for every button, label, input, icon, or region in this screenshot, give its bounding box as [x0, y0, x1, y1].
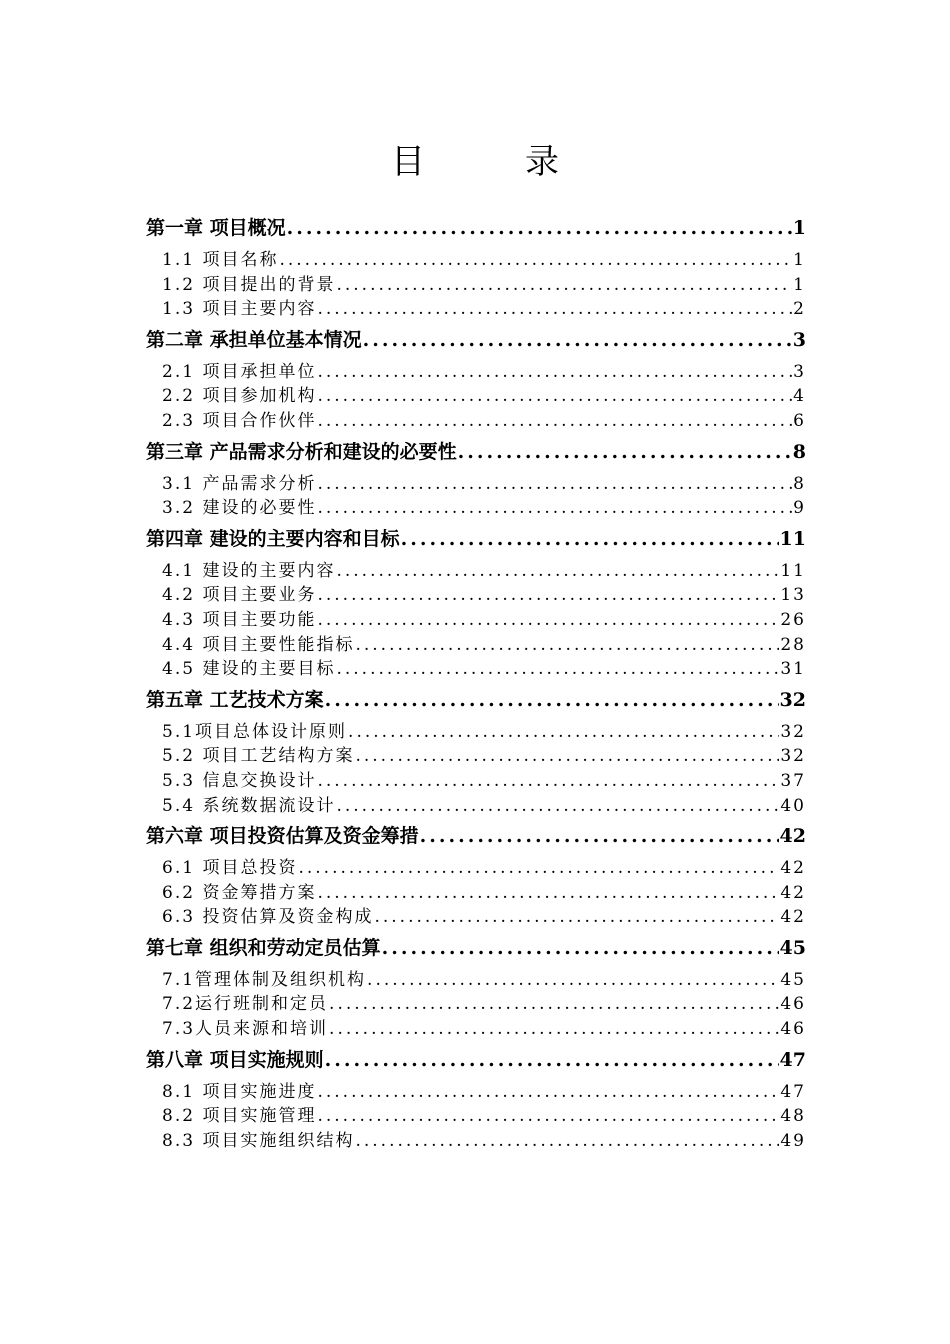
toc-section-entry[interactable] [146, 968, 806, 993]
toc-section-entry[interactable] [146, 1080, 806, 1105]
toc-chapter-title: 第七章 组织和劳动定员估算 [146, 936, 381, 959]
toc-section-title: 3.1 产品需求分析 [162, 473, 317, 494]
toc-section-title: 2.1 项目承担单位 [162, 361, 317, 382]
toc-page-number: 3 [793, 361, 806, 382]
toc-dot-leader [336, 273, 792, 298]
toc-section-title: 3.2 建设的必要性 [162, 498, 317, 519]
toc-section-entry[interactable] [146, 769, 806, 794]
toc-section-title: 5.1项目总体设计原则 [162, 721, 348, 742]
toc-section-title: 1.3 项目主要内容 [162, 299, 317, 320]
toc-page-number: 40 [780, 795, 806, 816]
toc-section-entry[interactable] [146, 905, 806, 930]
toc-section-entry[interactable] [146, 248, 806, 273]
toc-chapter-title: 第二章 承担单位基本情况 [146, 328, 362, 351]
toc-page-number: 32 [780, 721, 806, 742]
toc-section-entry[interactable] [146, 992, 806, 1017]
toc-section-entry[interactable] [146, 360, 806, 385]
toc-chapter-entry[interactable] [146, 324, 806, 356]
toc-section-title: 6.2 资金筹措方案 [162, 882, 317, 903]
toc-dot-leader [420, 820, 779, 852]
toc-dot-leader [355, 1129, 779, 1154]
toc-page-number: 45 [779, 936, 806, 959]
toc-page-number: 45 [780, 969, 806, 990]
toc-chapter-title: 第八章 项目实施规则 [146, 1048, 324, 1071]
toc-page-number: 8 [792, 440, 806, 463]
toc-dot-leader [336, 794, 779, 819]
toc-page-number: 1 [793, 250, 806, 270]
toc-section-title: 5.3 信息交换设计 [162, 770, 317, 791]
toc-dot-leader [279, 248, 792, 273]
toc-section-title: 7.1管理体制及组织机构 [162, 969, 367, 990]
toc-chapter-title: 第三章 产品需求分析和建设的必要性 [146, 440, 457, 463]
table-of-contents [146, 210, 806, 1153]
toc-section-title: 8.1 项目实施进度 [162, 1081, 317, 1102]
toc-chapter-title: 第一章 项目概况 [146, 217, 286, 239]
toc-dot-leader [317, 384, 792, 409]
toc-section-entry[interactable] [146, 583, 806, 608]
toc-chapter-entry[interactable] [146, 820, 806, 852]
toc-page-number: 32 [780, 746, 806, 767]
toc-page-number: 32 [779, 688, 806, 711]
toc-section-entry[interactable] [146, 559, 806, 584]
toc-dot-leader [336, 559, 779, 584]
toc-section-entry[interactable] [146, 297, 806, 322]
toc-section-title: 1.1 项目名称 [162, 250, 279, 270]
toc-dot-leader [382, 932, 779, 964]
toc-section-title: 8.3 项目实施组织结构 [162, 1130, 355, 1151]
toc-chapter-entry[interactable] [146, 684, 806, 716]
toc-section-entry[interactable] [146, 608, 806, 633]
toc-page-number: 6 [793, 410, 806, 431]
toc-section-title: 5.4 系统数据流设计 [162, 795, 336, 816]
toc-dot-leader [374, 905, 779, 930]
toc-page-number: 42 [780, 907, 806, 928]
toc-section-title: 5.2 项目工艺结构方案 [162, 746, 355, 767]
toc-dot-leader [317, 608, 779, 633]
toc-page-number: 8 [793, 473, 806, 494]
toc-page-number: 47 [779, 1048, 806, 1071]
toc-chapter-title: 第四章 建设的主要内容和目标 [146, 527, 400, 550]
toc-dot-leader [325, 1044, 779, 1076]
toc-page-number: 31 [780, 659, 806, 680]
toc-section-entry[interactable] [146, 409, 806, 434]
toc-chapter-entry[interactable] [146, 436, 806, 468]
toc-dot-leader [317, 360, 792, 385]
toc-section-title: 4.3 项目主要功能 [162, 609, 317, 630]
toc-section-entry[interactable] [146, 744, 806, 769]
toc-section-entry[interactable] [146, 1104, 806, 1129]
toc-dot-leader [298, 856, 779, 881]
toc-page-number: 11 [779, 527, 806, 550]
toc-section-title: 1.2 项目提出的背景 [162, 274, 336, 295]
toc-chapter-entry[interactable] [146, 932, 806, 964]
toc-section-entry[interactable] [146, 472, 806, 497]
toc-dot-leader [325, 684, 779, 716]
toc-dot-leader [363, 324, 792, 356]
toc-dot-leader [317, 1104, 779, 1129]
toc-section-entry[interactable] [146, 1129, 806, 1154]
toc-chapter-entry[interactable] [146, 212, 806, 244]
toc-chapter-entry[interactable] [146, 523, 806, 555]
toc-page-number: 26 [780, 609, 806, 630]
toc-page-number: 1 [793, 274, 806, 295]
toc-page-number: 2 [793, 299, 806, 320]
toc-dot-leader [329, 1017, 779, 1042]
toc-dot-leader [317, 472, 792, 497]
toc-section-title: 4.1 建设的主要内容 [162, 560, 336, 581]
toc-page-number: 3 [792, 328, 806, 351]
toc-dot-leader [458, 436, 792, 468]
toc-dot-leader [336, 657, 779, 682]
toc-dot-leader [317, 769, 779, 794]
toc-chapter-entry[interactable] [146, 1044, 806, 1076]
toc-section-title: 6.3 投资估算及资金构成 [162, 907, 374, 928]
toc-section-title: 2.2 项目参加机构 [162, 386, 317, 407]
toc-section-entry[interactable] [146, 881, 806, 906]
toc-chapter-title: 第五章 工艺技术方案 [146, 688, 324, 711]
toc-section-entry[interactable] [146, 720, 806, 745]
toc-page-number: 37 [780, 770, 806, 791]
toc-section-entry[interactable] [146, 1017, 806, 1042]
toc-page-number: 49 [780, 1130, 806, 1151]
toc-dot-leader [317, 1080, 779, 1105]
toc-page-number: 11 [780, 560, 806, 581]
toc-section-title: 4.4 项目主要性能指标 [162, 634, 355, 655]
toc-chapter-title: 第六章 项目投资估算及资金筹措 [146, 825, 419, 848]
toc-page-number: 46 [780, 1019, 806, 1040]
toc-section-title: 7.2运行班制和定员 [162, 994, 329, 1015]
toc-page-number: 9 [793, 498, 806, 519]
toc-dot-leader [317, 496, 792, 521]
toc-dot-leader [317, 881, 779, 906]
toc-page-number: 42 [780, 858, 806, 879]
toc-dot-leader [367, 968, 779, 993]
toc-dot-leader [355, 633, 779, 658]
toc-dot-leader [401, 523, 779, 555]
toc-page-number: 13 [780, 585, 806, 606]
toc-dot-leader [355, 744, 779, 769]
toc-section-title: 7.3人员来源和培训 [162, 1019, 329, 1040]
toc-dot-leader [329, 992, 779, 1017]
toc-dot-leader [287, 212, 792, 244]
toc-section-entry[interactable] [146, 633, 806, 658]
toc-dot-leader [348, 720, 779, 745]
toc-section-entry[interactable] [146, 496, 806, 521]
toc-section-entry[interactable] [146, 657, 806, 682]
toc-section-title: 4.2 项目主要业务 [162, 585, 317, 606]
toc-section-title: 6.1 项目总投资 [162, 858, 298, 879]
toc-section-title: 2.3 项目合作伙伴 [162, 410, 317, 431]
toc-page-number: 1 [792, 217, 806, 239]
toc-page-number: 42 [779, 825, 806, 848]
toc-page-number: 28 [780, 634, 806, 655]
toc-section-entry[interactable] [146, 273, 806, 298]
toc-section-title: 4.5 建设的主要目标 [162, 659, 336, 680]
toc-section-entry[interactable] [146, 384, 806, 409]
toc-page-number: 47 [780, 1081, 806, 1102]
toc-section-entry[interactable] [146, 856, 806, 881]
toc-page-number: 42 [780, 882, 806, 903]
toc-page-number: 46 [780, 994, 806, 1015]
toc-page-number: 48 [780, 1106, 806, 1127]
toc-dot-leader [317, 583, 779, 608]
toc-section-entry[interactable] [146, 794, 806, 819]
toc-page-number: 4 [793, 386, 806, 407]
toc-dot-leader [317, 409, 792, 434]
toc-dot-leader [317, 297, 792, 322]
page-title: 目录 [391, 142, 659, 182]
toc-section-title: 8.2 项目实施管理 [162, 1106, 317, 1127]
